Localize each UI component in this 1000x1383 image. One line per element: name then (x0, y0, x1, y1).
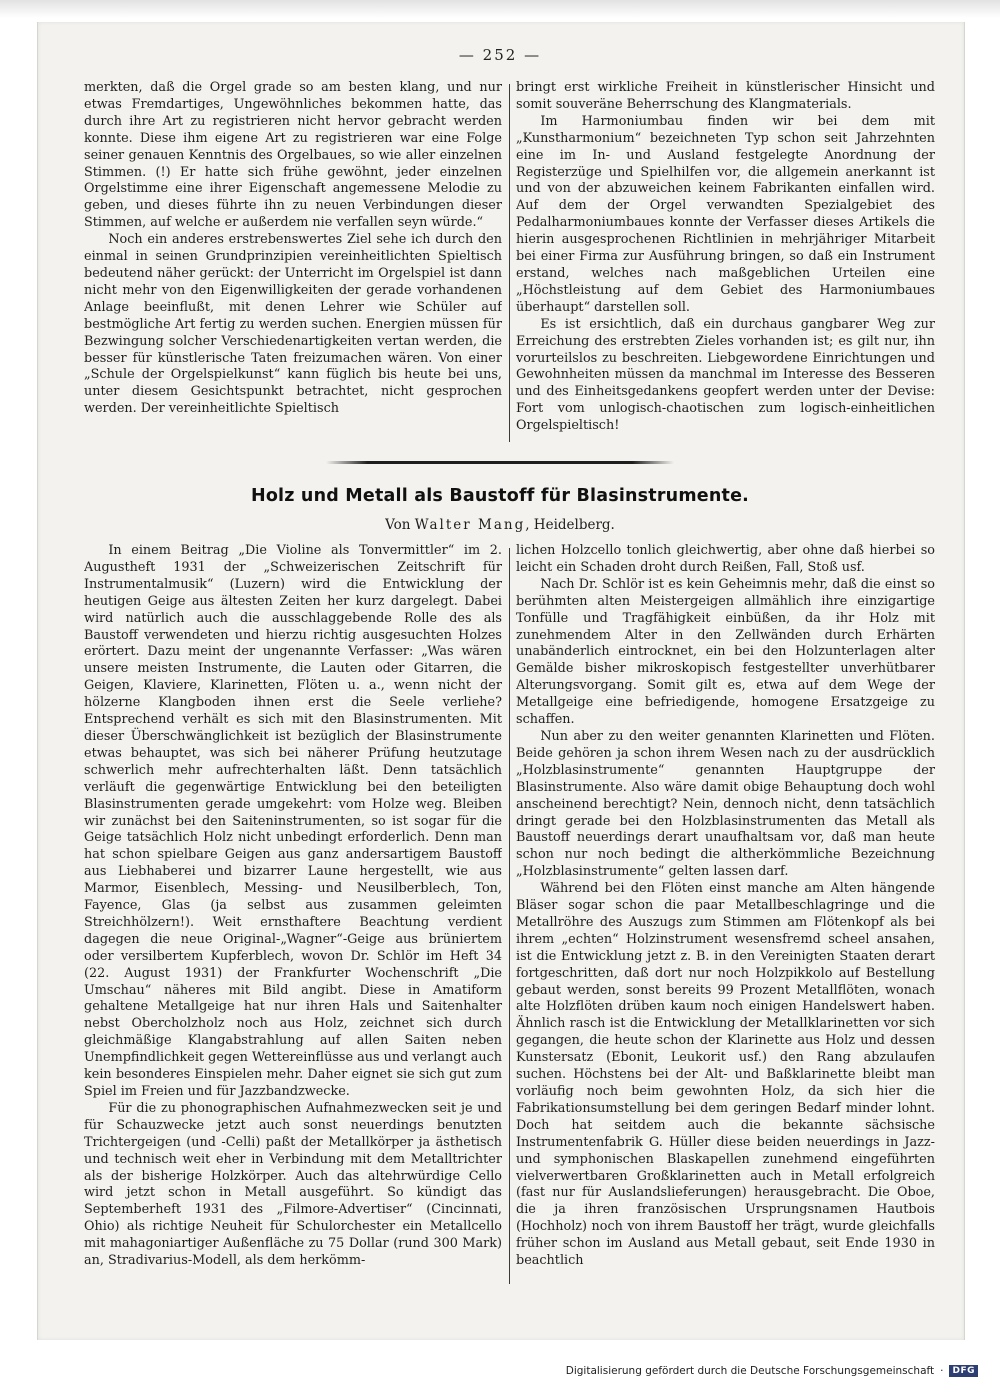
paragraph: merkten, daß die Orgel grade so am besten klang, und nur etwas Fremdartiges, Ungewöhnliches bekommen hatte, das durch ihre Art zu registrieren nicht hervor gebracht werden konnte. Diese ihm eigene Art zu registrieren war eine Folge seiner genauen Kenntnis des Orgelbaues, so wie aller einzelnen Stimmen. (!) Er hatte sich frühe gewöhnt, jeder einzelnen Orgelstimme eine ihrer Eigenschaft angemessene Melodie zu geben, und dieses führte ihn zu neuen Verbindungen dieser Stimmen, auf welche er außerdem nie verfallen seyn würde.“ (84, 80, 502, 231)
article-byline (0, 517, 1000, 533)
paragraph: Nun aber zu den weiter genannten Klarinetten und Flöten. Beide gehören ja schon ihrem Wesen nach zu der ausdrücklich „Holzblasinstrumente“ genannten Hauptgruppe der Blasinstrumente. Also wäre damit obige Behauptung doch wohl anscheinend berechtigt? Nein, dennoch nicht, denn tatsächlich dringt gerade bei den Holzblasinstrumenten das Metall als Baustoff neuerdings derart unaufhaltsam vor, daß man heute schon nur noch bedingt die altherkömmliche Bezeichnung „Holzblasinstrumente“ gelten lassen darf. (516, 728, 935, 880)
dfg-logo-icon: DFG (949, 1365, 978, 1377)
paragraph: In einem Beitrag „Die Violine als Tonvermittler“ im 2. Augustheft 1931 der „Schweizerischen Zeitschrift für Instrumentalmusik“ (Luzern) wird die Entwicklung der heutigen Geige aus ältesten Zeiten her kurz dargelegt. Dabei wird natürlich auch die ausschlaggebende Rolle des als Baustoff verwendeten und hierzu richtig ausgesuchten Holzes erörtert. Dazu meint der ungenannte Verfasser: „Was wären unsere meisten Instrumente, die Lauten oder Gitarren, die Geigen, Klaviere, Klarinetten, Flöten u. a., wenn nicht der hölzerne Klangboden ihnen erst die Seele verliehe? Entsprechend verhält es sich mit den Blasinstrumenten. Mit dieser Überschwänglichkeit ist bezüglich der Blasinstrumente etwas behauptet, was sich bei näherer Prüfung heutzutage schwerlich mehr aufrechterhalten läßt. Denn tatsächlich verläuft die gegenwärtige Entwicklung bei den beteiligten Blasinstrumenten gerade umgekehrt: vom Holze weg. Bleiben wir zunächst bei den Saiteninstrumenten, so ist sogar für die Geige tatsächlich Holz nicht unbedingt erforderlich. Denn man hat schon spielbare Geigen aus ganz andersartigem Baustoff aus Liebhaberei und bizarrer Laune hergestellt, wie aus Marmor, Eisenblech, Messing- und Neusilberblech, Ton, Fayence, Glas (ja selbst aus zusammen geleimten Streichhölzern!). Weit ernsthaftere Beachtung verdient dagegen die neue Original-„Wagner“-Geige aus brüniertem oder versilbertem Kupferblech, wovon Dr. Schlör im Heft 34 (22. August 1931) der Frankfurter Wochenschrift „Die Umschau“ näheres mit Bild angibt. Diese in Amatiform gehaltene Metallgeige hat nur ihren Hals und Saitenhalter nebst Obercholzholz noch aus Holz, zeichnet sich durch gleichmäßige Klangabstrahlung auf allen Saiten neben Unempfindlichkeit gegen Wettereinflüsse aus und verlangt auch kein besonderes Einspielen mehr. Daher eignet sie sich gut zum Spiel im Freien und für Jazzbandzwecke. (84, 543, 502, 1099)
paragraph: Im Harmoniumbau finden wir bei dem mit „Kunstharmonium“ bezeichneten Typ schon seit Jahrzehnten eine im In- und Ausland festgelegte Anordnung der Registerzüge und Spielhilfen vor, die allgemein anerkannt ist und von der abzuweichen keinem Fabrikanten einfallen wird. Auf dem der Orgel verwandten Spezialgebiet des Pedalharmoniumbaues konnte der Verfasser dieses Artikels die hierin ausgesprochenen Richtlinien in mehrjähriger Mitarbeit bei einer Firma zur Ausführung bringen, so daß ein Instrument erstand, welches nach maßgeblichen Urteilen eine „Höchstleistung auf dem Gebiet des Harmoniumbaues überhaupt“ darstellen soll. (516, 113, 935, 315)
paragraph: Während bei den Flöten einst manche am Alten hängende Bläser sogar schon die paar Metallbeschlagringe und die Metallröhre des Auszugs zum Stimmen am Flötenkopf als bei ihrem „echten“ Holzinstrument wesensfremd scheel ansahen, ist die Entwicklung jetzt z. B. in den Vereinigten Staaten derart fortgeschritten, daß dort nur noch Holzpikkolo auf Bestellung gebaut werden, sonst bereits 99 Prozent Metallflöten, wonach alte Holzflöten drüben kaum noch einigen Handelswert haben. Ähnlich rasch ist die Entwicklung der Metallklarinetten vor sich gegangen, die heute schon der Klarinette aus Holz und dessen Kunstersatz (Ebonit, Leukorit usf.) den Rang abzulaufen suchen. Höchstens bei der Alt- und Baßklarinette bleibt man vorläufig noch beim gewohnten Holz, da sich hier die Fabrikationsumstellung bei dem geringen Bedarf minder lohnt. Doch hat seitdem auch die bekannte sächsische Instrumentenfabrik G. Hüller diese beiden neuerdings in Jazz- und symphonischen Blaskapellen zunehmend eingeführten vielverwertbaren Großklarinetten auch in Metall erfolgreich (fast nur für Auslandslieferungen) herausgebracht. Die Oboe, die ja ihren französischen Ursprungsnamen Hautbois (Hochholz) noch von ihrem Baustoff her trägt, wurde gleichfalls früher schon im Ausland aus Metall gebaut, seit Ende 1930 in beachtlich (516, 881, 935, 1269)
footer-credit-text: Digitalisierung gefördert durch die Deutsche Forschungsgemeinschaft (565, 1365, 935, 1377)
digitization-footer (566, 1365, 978, 1377)
article-title: Holz und Metall als Baustoff für Blasinstrumente. (250, 486, 749, 506)
previous-article-left-column (84, 80, 502, 446)
scan-edge-shadow (0, 0, 1000, 18)
byline-location: , Heidelberg. (525, 517, 615, 533)
byline-prefix: Von (385, 517, 411, 533)
byline-author: Walter Mang (414, 517, 526, 533)
column-divider-lower (509, 548, 510, 1284)
previous-article-right-column (516, 80, 935, 446)
paragraph: Für die zu phonographischen Aufnahmezwecken seit je und für Schauzwecke jetzt auch sonst neuerdings benutzten Trichtergeigen (und -Celli) paßt der Metallkörper ja ästhetisch und technisch weit eher in Verbindung mit dem Metalltrichter als der bisherige Holzkörper. Auch das altehrwürdige Cello wird jetzt schon in Metall ausgeführt. So kündigt das Septemberheft 1931 des „Filmore-Advertiser“ (Cincinnati, Ohio) als richtige Neuheit für Schulorchester ein Metallcello mit mahagoniartiger Außenfläche zu 75 Dollar (rund 300 Mark) an, Stradivarius-Modell, als dem herkömm- (84, 1100, 502, 1269)
article-right-column (516, 543, 935, 1288)
paragraph: Noch ein anderes erstrebenswertes Ziel sehe ich durch den einmal in seinen Grundprinzipien vereinheitlichten Spieltisch bedeutend näher gerückt: der Unterricht im Orgelspiel ist dann nicht mehr von den Eigenwilligkeiten der gerade vorhandenen Anlage beeinflußt, mit denen Lehrer wie Schüler auf bestmögliche Art fertig zu werden suchen. Energien müssen für Bezwingung solcher Verschiedenartigkeiten vertan werden, die besser für künstlerische Taten freizumachen wären. Von einer „Schule der Orgelspielkunst“ kann füglich bis heute bei uns, unter diesem Gesichtspunkt betrachtet, nicht gesprochen werden. Der vereinheitlichte Spieltisch (84, 232, 502, 417)
article-left-column (84, 543, 502, 1288)
paragraph: Nach Dr. Schlör ist es kein Geheimnis mehr, daß die einst so berühmten alten Meistergeigen allmählich ihre einzigartige Tonfülle und Tragfähigkeit einbüßen, da ihr Holz mit zunehmendem Alter in den Zellwänden durch Erhärten unabänderlich eintrocknet, ein bei den Holzunterlagen alter Gemälde bisher mikroskopisch festgestellter unverhütbarer Alterungsvorgang. Somit gilt es, etwa auf dem Wege der Metallgeige eine befriedigende, homogene Ersatzgeige zu schaffen. (516, 576, 935, 728)
paragraph: lichen Holzcello tonlich gleichwertig, aber ohne daß hierbei so leicht ein Schaden droht durch Reißen, Fall, Stoß usf. (516, 543, 935, 575)
article-separator-rule (326, 461, 674, 464)
paragraph: bringt erst wirkliche Freiheit in künstlerischer Hinsicht und somit souveräne Beherrschung des Klangmaterials. (516, 80, 935, 112)
footer-separator: · (940, 1365, 944, 1377)
page-number: — 252 — (458, 46, 542, 64)
paragraph: Es ist ersichtlich, daß ein durchaus gangbarer Weg zur Erreichung des erstrebten Zieles vorhanden ist; es gilt nur, ihn vorurteilslos zu beschreiten. Liebgewordene Einrichtungen und Gewohnheiten müssen da manchmal im Interesse des Besseren und des Einheitsgedankens geopfert werden unter der Devise: Fort vom unlogisch-chaotischen zum logisch-einheitlichen Orgelspieltisch! (516, 316, 935, 434)
column-divider-upper (509, 84, 510, 442)
